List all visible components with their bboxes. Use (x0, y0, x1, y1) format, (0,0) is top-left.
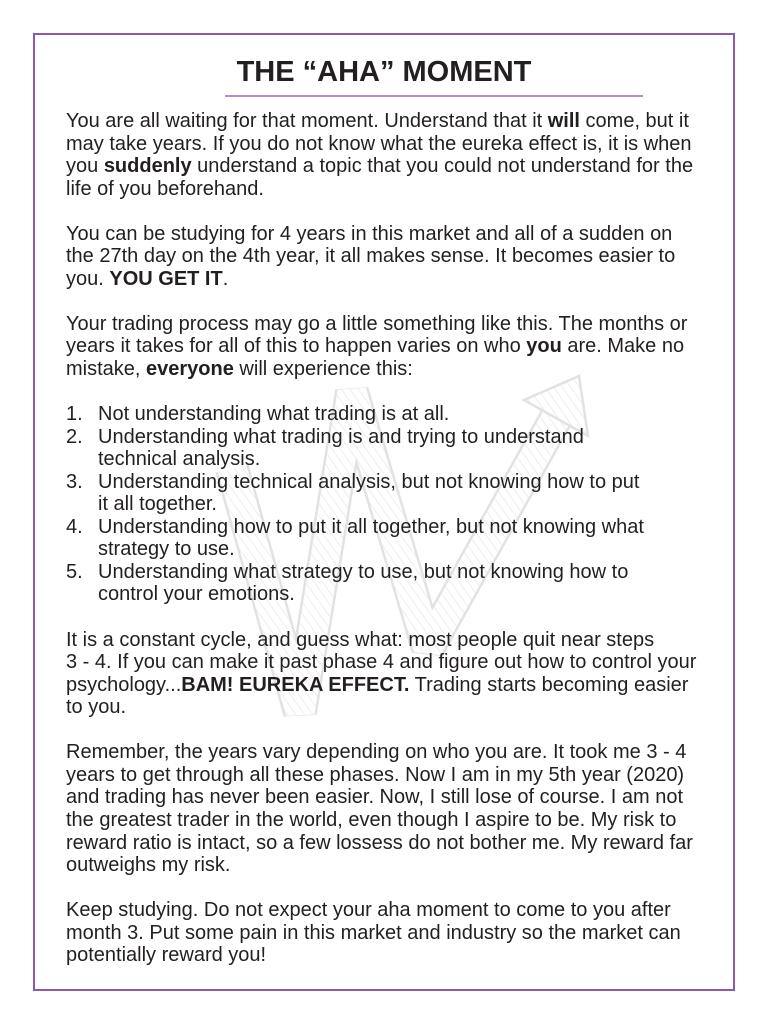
text-line (98, 426, 706, 449)
paragraph (66, 223, 706, 291)
text-run: Keep studying. Do not expect your aha moment to come to you after (66, 899, 671, 922)
text-line (66, 696, 706, 719)
text-line (66, 313, 706, 336)
text-line (98, 538, 706, 561)
text-run: you. (66, 267, 110, 290)
text-run: and trading has never been easier. Now, I still lose of course. I am not (66, 786, 684, 809)
list-item (66, 516, 706, 561)
text-line (66, 741, 706, 764)
text-line (98, 516, 706, 539)
text-line (98, 583, 706, 606)
text-run: Understanding what trading is and trying to understand (98, 425, 584, 448)
paragraph (66, 110, 706, 200)
text-line (98, 448, 706, 471)
list-number: 4. (66, 515, 83, 538)
text-line (98, 471, 706, 494)
text-run: You are all waiting for that moment. Understand that it (66, 110, 548, 132)
text-run: to you. (66, 696, 127, 719)
title-underline (225, 95, 643, 97)
paragraph (66, 313, 706, 381)
text-run: technical analysis. (98, 448, 261, 471)
text-line (66, 899, 706, 922)
text-run: Trading starts becoming easier (409, 673, 689, 696)
text-line (66, 245, 706, 268)
text-line (66, 268, 706, 291)
text-run: Not understanding what trading is at all. (98, 403, 450, 426)
body-text (66, 110, 706, 989)
bold-text: everyone (146, 358, 234, 381)
list-number: 2. (66, 425, 83, 448)
bold-text: BAM! EUREKA EFFECT. (181, 673, 410, 696)
text-line (66, 155, 706, 178)
text-run: outweighs my risk. (66, 854, 231, 877)
text-run: understand a topic that you could not understand for the (191, 155, 694, 178)
text-run: Understanding how to put it all together, but not knowing what (98, 515, 644, 538)
text-run: the 27th day on the 4th year, it all makes sense. It becomes easier to (66, 245, 676, 268)
text-run: are. Make no (561, 335, 685, 358)
text-line (66, 629, 706, 652)
text-run: you (66, 155, 104, 178)
text-line (66, 133, 706, 156)
text-run: come, but it (579, 110, 689, 132)
text-run: life of you beforehand. (66, 177, 264, 200)
page-title: THE “AHA” MOMENT (236, 56, 532, 88)
text-line (66, 335, 706, 358)
text-run: It is a constant cycle, and guess what: most people quit near steps (66, 628, 655, 651)
text-run: reward ratio is intact, so a few lossess do not bother me. My reward far (66, 831, 693, 854)
text-line (66, 764, 706, 787)
text-run: years to get through all these phases. Now I am in my 5th year (2020) (66, 763, 685, 786)
text-run: psychology... (66, 673, 182, 696)
text-run: Your trading process may go a little something like this. The months or (66, 312, 688, 335)
numbered-list (66, 403, 706, 606)
text-run: may take years. If you do not know what the eureka effect is, it is when (66, 132, 692, 155)
text-line (66, 922, 706, 945)
paragraph (66, 899, 706, 967)
list-number: 1. (66, 403, 83, 426)
list-item (66, 403, 706, 426)
text-line (66, 854, 706, 877)
text-line (66, 832, 706, 855)
text-run: month 3. Put some pain in this market and industry so the market can (66, 921, 681, 944)
bold-text: will (547, 110, 580, 132)
text-line (66, 674, 706, 697)
paragraph (66, 629, 706, 719)
list-number: 5. (66, 560, 83, 583)
text-line (66, 110, 706, 133)
text-line (66, 651, 706, 674)
text-run: will experience this: (233, 358, 413, 381)
text-run: 3 - 4. If you can make it past phase 4 and figure out how to control your (66, 651, 697, 674)
text-line (98, 493, 706, 516)
text-run: Remember, the years vary depending on who you are. It took me 3 - 4 (66, 741, 687, 764)
text-line (98, 403, 706, 426)
bold-text: you (526, 335, 562, 358)
text-run: strategy to use. (98, 538, 235, 561)
text-line (66, 223, 706, 246)
text-line (66, 786, 706, 809)
text-run: Understanding technical analysis, but not knowing how to put (98, 470, 640, 493)
text-line (66, 358, 706, 381)
text-run: control your emotions. (98, 583, 295, 606)
list-item (66, 471, 706, 516)
text-run: You can be studying for 4 years in this market and all of a sudden on (66, 222, 673, 245)
text-line (66, 809, 706, 832)
list-item (66, 561, 706, 606)
bold-text: YOU GET IT (109, 267, 223, 290)
text-run: years it takes for all of this to happen varies on who (66, 335, 527, 358)
text-line (66, 178, 706, 201)
text-run: Understanding what strategy to use, but not knowing how to (98, 560, 629, 583)
text-line (66, 944, 706, 967)
text-run: it all together. (98, 493, 217, 516)
list-number: 3. (66, 470, 83, 493)
text-run: mistake, (66, 358, 147, 381)
text-run: the greatest trader in the world, even though I aspire to be. My risk to (66, 808, 677, 831)
text-line (98, 561, 706, 584)
bold-text: suddenly (103, 155, 192, 178)
text-run: . (222, 267, 229, 290)
text-run: potentially reward you! (66, 944, 267, 967)
list-item (66, 426, 706, 471)
paragraph (66, 741, 706, 876)
